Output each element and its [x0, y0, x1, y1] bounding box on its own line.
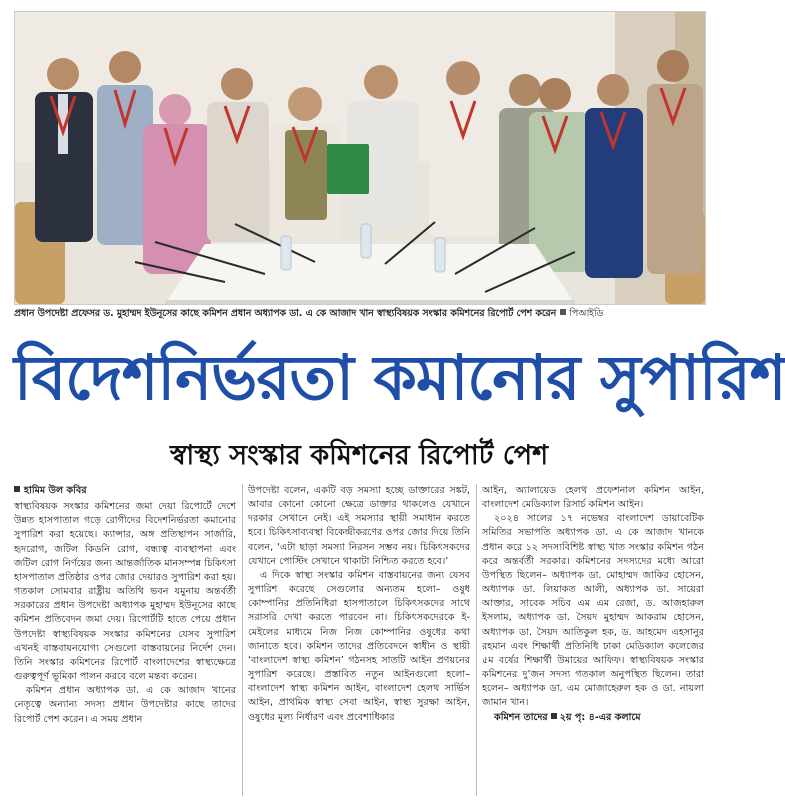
article-body	[14, 484, 704, 796]
article-column-2	[248, 484, 470, 796]
article-paragraph: এ দিকে স্বাস্থ্য সংস্কার কমিশন বাস্তবায়নের জন্য যেসব সুপারিশ করেছে সেগুলোর অন্যতম হলো– ওষুধ কোম্পানির প্রতিনিধিরা হাসপাতালে চিকিৎসকদের সাথে সরাসরি দেখা করতে পারবেন না। চিকিৎসকদেরকে ই-মেইলের মাধ্যমে নিজ নিজ কোম্পানির ওষুধের কথা জানাতে হবে। কমিশন তাদের প্রতিবেদনে স্বাধীন ও স্থায়ী ‘বাংলাদেশ স্বাস্থ্য কমিশন’ গঠনসহ সাতটি আইন প্রণয়নের সুপারিশ করেছে। প্রস্তাবিত নতুন আইনগুলো হলো– বাংলাদেশ স্বাস্থ্য কমিশন আইন, বাংলাদেশ হেলথ সার্ভিস আইন, প্রাথমিক স্বাস্থ্য সেবা আইন, স্বাস্থ্য সুরক্ষা আইন, ওষুধের মূল্য নির্ধারণ এবং প্রবেশাধিকার	[248, 569, 470, 723]
article-column-1	[14, 484, 236, 796]
continuation-line	[482, 711, 704, 725]
subheadline: স্বাস্থ্য সংস্কার কমিশনের রিপোর্ট পেশ	[169, 440, 549, 471]
continuation-reference[interactable]: ২য় পৃ: ৪-এর কলামে	[559, 711, 641, 723]
news-photo	[14, 11, 706, 305]
caption-separator-icon	[560, 309, 566, 315]
column-divider	[476, 484, 477, 796]
column-divider	[242, 484, 243, 796]
photo-caption	[14, 305, 704, 323]
article-paragraph: আইন, অ্যালায়েড হেলথ প্রফেশনাল কমিশন আইন, বাংলাদেশ মেডিক্যাল রিসার্চ কমিশন আইন।	[482, 485, 704, 511]
byline	[14, 484, 236, 498]
caption-text: প্রধান উপদেষ্টা প্রফেসর ড. মুহাম্মদ ইউনূসের কাছে কমিশন প্রধান অধ্যাপক ডা. এ কে আজাদ খান স্বাস্থ্যবিষয়ক সংস্কার কমিশনের রিপোর্ট পেশ করেন	[14, 308, 557, 319]
byline-square-icon	[14, 486, 20, 492]
article-column-3	[482, 484, 704, 796]
article-paragraph: কমিশন প্রধান অধ্যাপক ডা. এ কে আজাদ খানের নেতৃত্বে অন্যান্য সদস্য প্রধান উপদেষ্টার কাছে তাদের রিপোর্ট পেশ করেন। এ সময় প্রধান	[14, 685, 236, 725]
article-paragraph: উপদেষ্টা বলেন, একটি বড় সমস্যা হচ্ছে ডাক্তারের সঙ্কট, আবার কোনো কোনো ক্ষেত্রে ডাক্তার থাকলেও যেখানে দরকার সেখানে নেই। এই সমস্যার স্থায়ী সমাধান করতে হবে। চিকিৎসাব্যবস্থা বিকেন্দ্রীকরণের ওপর জোর দিয়ে তিনি বলেন, ‘এটা ছাড়া সমস্যা নিরসন সম্ভব নয়। চিকিৎসকদের যেখানে পোস্টিং সেখানে থাকাটা নিশ্চিত করতে হবে।’	[248, 485, 470, 567]
article-paragraph: স্বাস্থ্যবিষয়ক সংস্কার কমিশনের জমা দেয়া রিপোর্টে দেশে উন্নত হাসপাতাল গড়ে রোগীদের বিদেশনির্ভরতা কমানোর সুপারিশ করা হয়েছে। ক্যান্সার, অঙ্গ প্রতিস্থাপন সার্জারি, হৃদরোগ, জটিল কিডনি রোগ, বন্ধ্যত্ব ব্যবস্থাপনা এবং জটিল রোগ নির্ণয়ের জন্য আন্তর্জাতিক মানসম্পন্ন চিকিৎসা হাসপাতাল প্রতিষ্ঠার ওপর জোর দেয়ারও সুপারিশ করা হয়। গতকাল সোমবার রাষ্ট্রীয় অতিথি ভবন যমুনায় অন্তর্বর্তী সরকারের প্রধান উপদেষ্টা অধ্যাপক মুহাম্মদ ইউনূসের কাছে কমিশন প্রতিবেদন জমা দেয়। রিপোর্টটি হাতে পেয়ে প্রধান উপদেষ্টা স্বাস্থ্যবিষয়ক সংস্কার কমিশনের যেসব সুপারিশ এখনই বাস্তবায়নযোগ্য সেগুলো বাস্তবায়নের নির্দেশ দেন। তিনি সংস্কার কমিশনের রিপোর্ট বাংলাদেশের স্বাস্থ্যক্ষেত্রে গুরুত্বপূর্ণ ভূমিকা পালন করবে বলে মন্তব্য করেন।	[14, 501, 236, 683]
continuation-lead: কমিশন তাদের	[494, 711, 548, 723]
headline: বিদেশনির্ভরতা কমানোর সুপারিশ	[14, 341, 785, 414]
continuation-box-icon	[551, 713, 557, 719]
byline-author: হামিম উল কবির	[24, 485, 87, 496]
photo-credit: পিআইডি	[569, 308, 604, 319]
article-paragraph: ২০২৪ সালের ১৭ নভেম্বর বাংলাদেশ ডায়াবেটিক সমিতির সভাপতি অধ্যাপক ডা. এ কে আজাদ খানকে প্রধান করে ১২ সদস্যবিশিষ্ট স্বাস্থ্য খাত সংস্কার কমিশন গঠন করে অন্তর্বর্তী সরকার। কমিশনের সদস্যদের মধ্যে আরো উপস্থিত ছিলেন– অধ্যাপক ডা. মোহাম্মদ জাকির হোসেন, অধ্যাপক ডা. লিয়াকত আলী, অধ্যাপক ডা. সায়েরা আক্তার, সাবেক সচিব এম এম রেজা, ড. আজহারুল ইসলাম, অধ্যাপক ডা. সৈয়দ মুহাম্মদ আকরাম হোসেন, অধ্যাপক ডা. সৈয়দ আতিকুল হক, ড. আহমেদ এহসানুর রহমান এবং শিক্ষার্থী প্রতিনিধি ঢাকা মেডিক্যাল কলেজের ৫ম বর্ষের শিক্ষার্থী উমায়ের আফিফ। স্বাস্থ্যবিষয়ক সংস্কার কমিশনের দু’জন সদস্য গতকাল অনুপস্থিত ছিলেন। তারা হলেন– অধ্যাপক ডা. এম মোজাহেরুল হক ও ডা. নায়লা জামান খান।	[482, 513, 704, 709]
news-photo-illustration	[15, 12, 705, 304]
